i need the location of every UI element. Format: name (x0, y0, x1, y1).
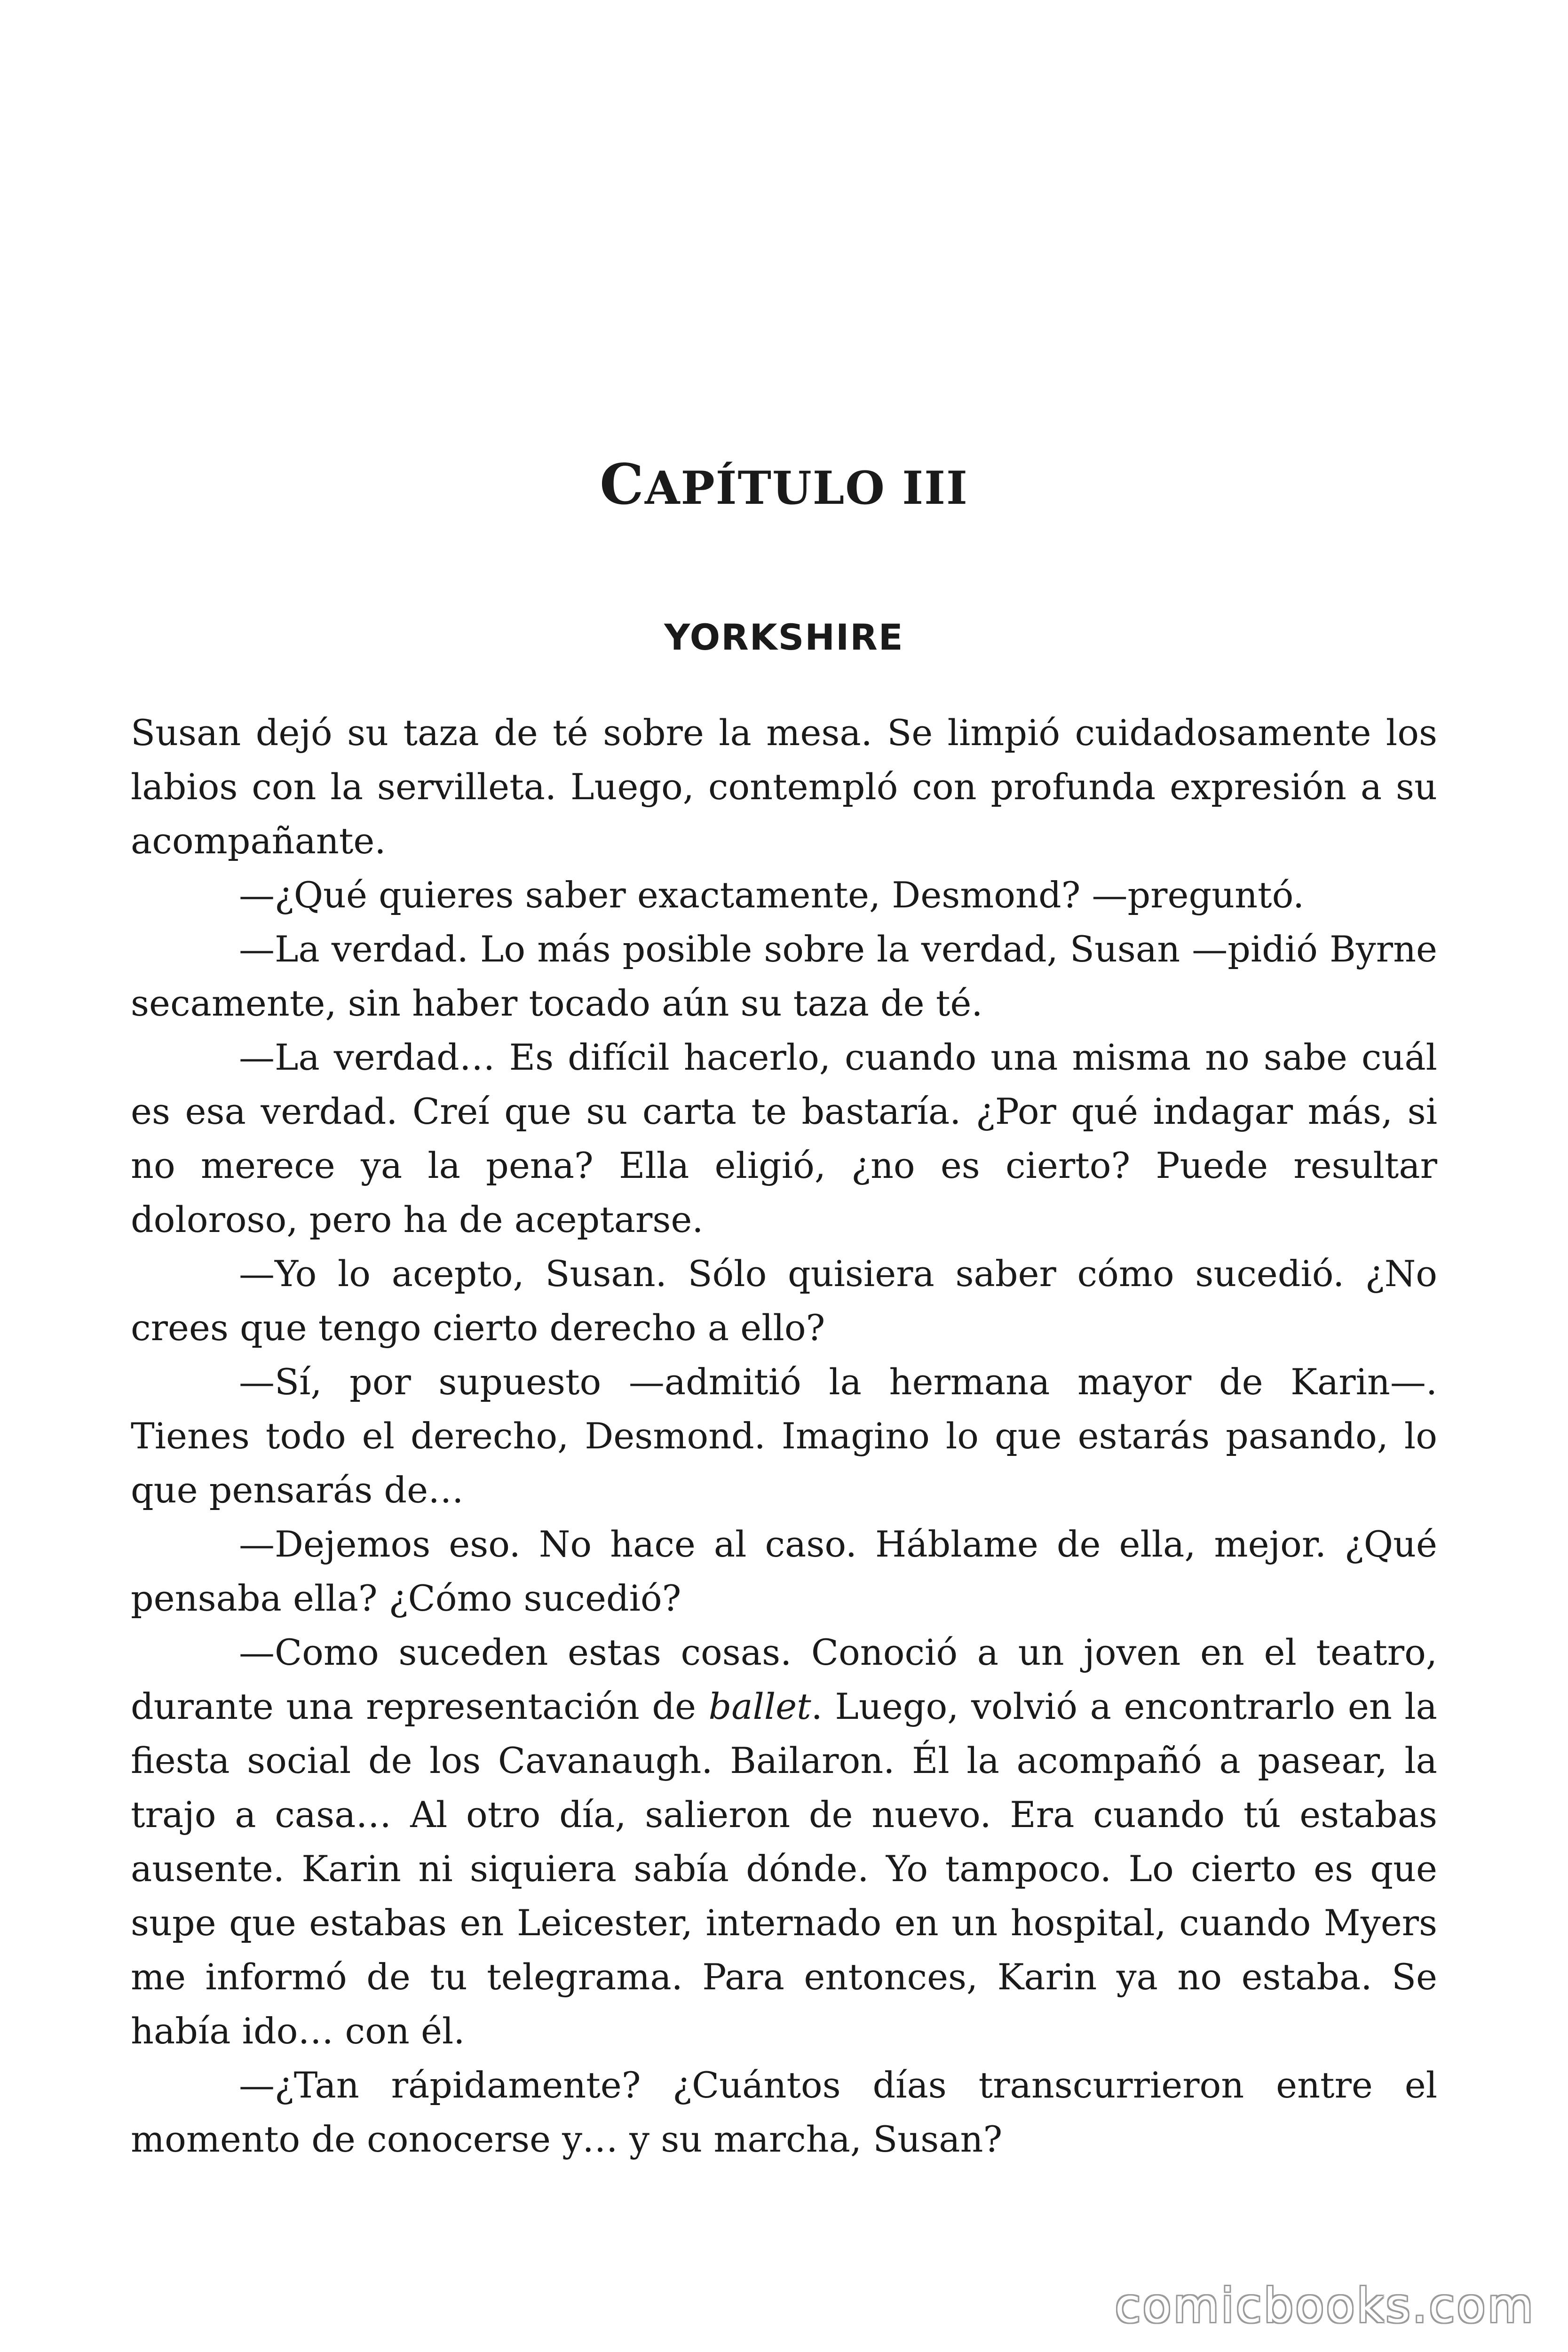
chapter-title-initial: C (600, 452, 645, 517)
paragraph: —Dejemos eso. No hace al caso. Háblame de ella, mejor. ¿Qué pensaba ella? ¿Cómo sucedió? (131, 1523, 1437, 1619)
paragraph-ballet (131, 1625, 1437, 2058)
paragraph: —La verdad… Es difícil hacerlo, cuando una misma no sabe cuál es esa verdad. Creí que su carta te bastaría. ¿Por qué indagar más, si no merece ya la pena? Ella eligió, ¿no es cierto? Puede resultar doloroso, pero ha de aceptarse. (131, 1036, 1437, 1240)
paragraph-ballet-after: . Luego, volvió a encontrarlo en la fiesta social de los Cavanaugh. Bailaron. Él la acompañó a pasear, la trajo a casa… Al otro día, salieron de nuevo. Era cuando tú estabas ausente. Karin ni siquiera sabía dónde. Yo tampoco. Lo cierto es que supe que estabas en Leicester, internado en un hospital, cuando Myers me informó de tu telegrama. Para entonces, Karin ya no estaba. Se había ido… con él. (131, 1685, 1437, 2052)
watermark: comicbooks.com (1115, 2278, 1535, 2333)
paragraph: Susan dejó su taza de té sobre la mesa. Se limpió cuidadosamente los labios con la servilleta. Luego, contempló con profunda expresión a su acompañante. (131, 712, 1437, 862)
chapter-title (0, 452, 1568, 517)
paragraph: —La verdad. Lo más posible sobre la verdad, Susan —pidió Byrne secamente, sin haber tocado aún su taza de té. (131, 928, 1437, 1024)
paragraph-ballet-before: —Como suceden estas cosas. Conoció a un joven en el teatro, durante una representación de (131, 1631, 1437, 1727)
paragraph: —Sí, por supuesto —admitió la hermana mayor de Karin—. Tienes todo el derecho, Desmond. Imagino lo que estarás pasando, lo que pensarás de… (131, 1361, 1437, 1511)
paragraph: —¿Tan rápidamente? ¿Cuántos días transcurrieron entre el momento de conocerse y… y su marcha, Susan? (131, 2064, 1437, 2160)
chapter-title-rest: APÍTULO III (644, 461, 968, 515)
paragraph: —¿Qué quieres saber exactamente, Desmond? —preguntó. (239, 874, 1305, 916)
paragraph-ballet-italic: ballet (708, 1685, 811, 1727)
paragraph: —Yo lo acepto, Susan. Sólo quisiera saber cómo sucedió. ¿No crees que tengo cierto derecho a ello? (131, 1253, 1437, 1349)
body-text (131, 706, 1437, 2166)
section-title: YORKSHIRE (664, 616, 904, 658)
